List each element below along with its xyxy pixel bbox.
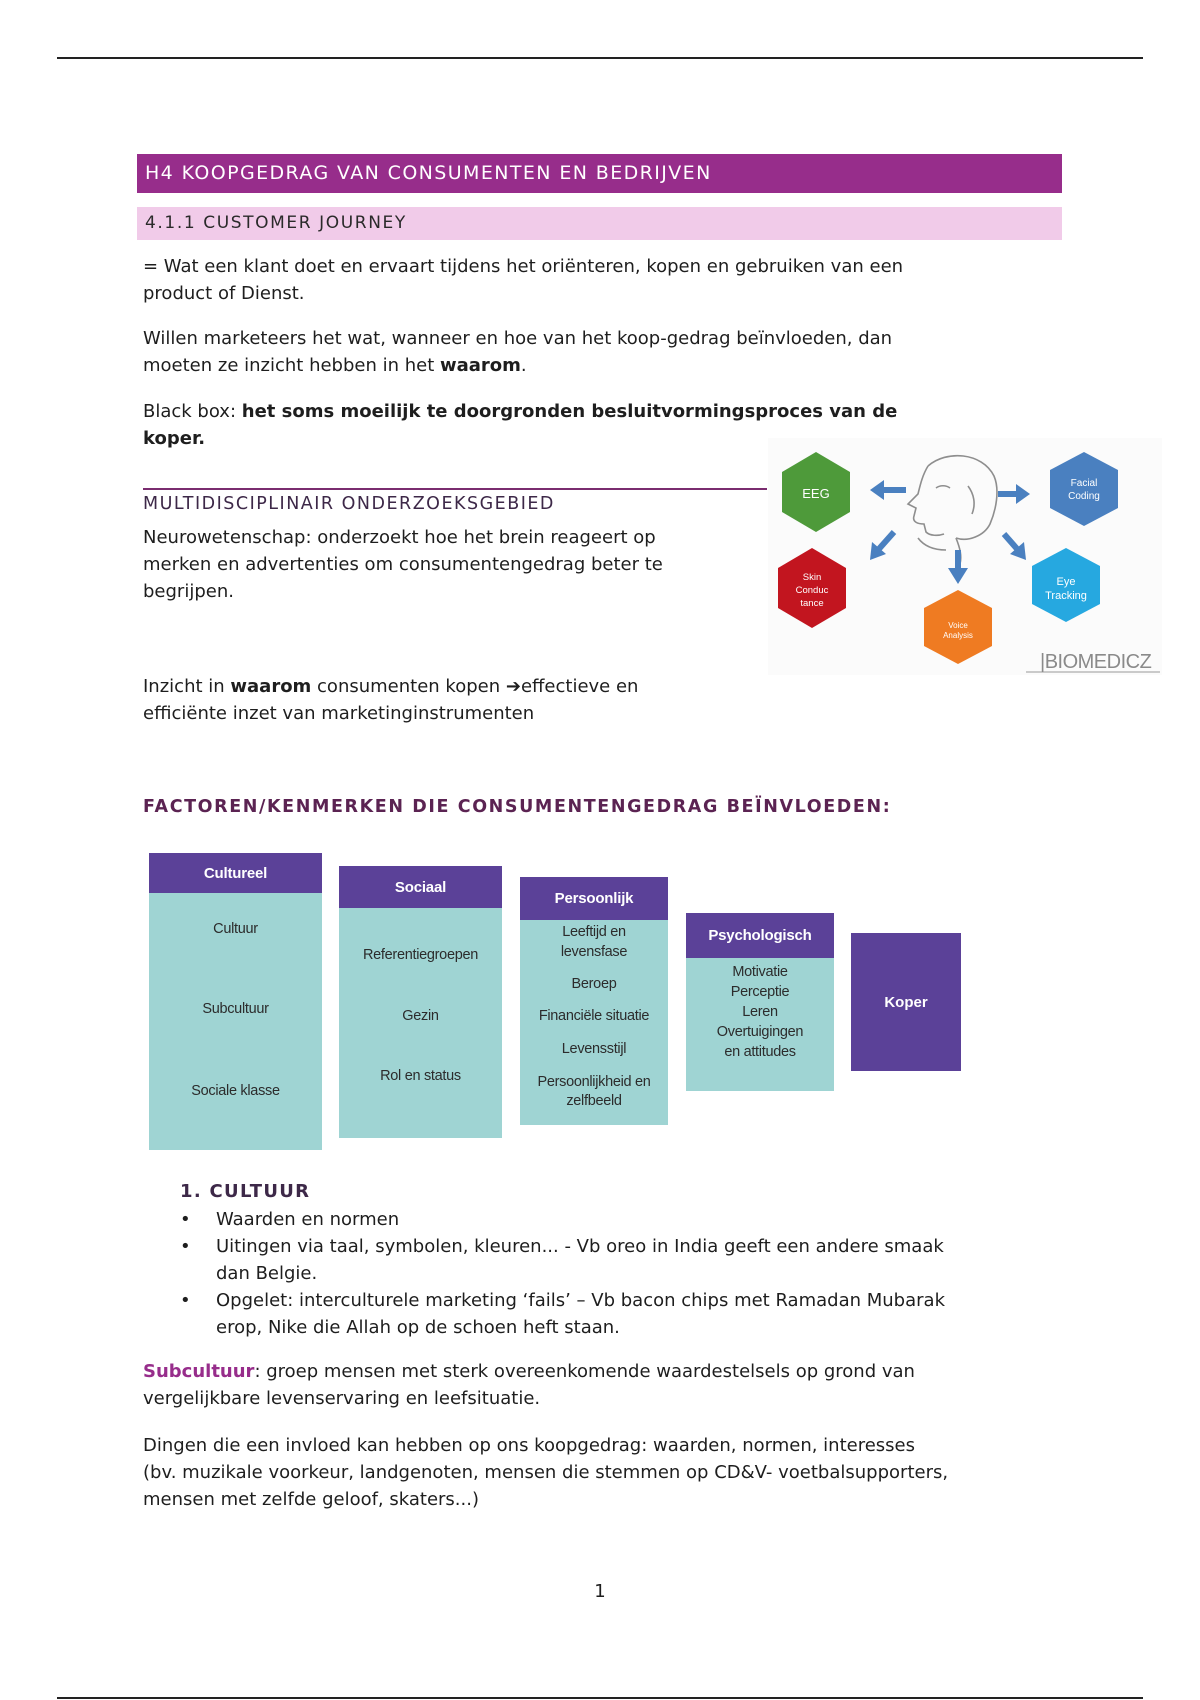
list-item bbox=[180, 1287, 1060, 1341]
blackbox-label: Black box: bbox=[143, 401, 242, 422]
inzicht-line-2: efficiënte inzet van marketinginstrumenten bbox=[143, 703, 535, 724]
subcultuur-line-2: vergelijkbare levenservaring en leefsituatie. bbox=[143, 1388, 541, 1409]
bullet-icon: • bbox=[180, 1209, 191, 1230]
dingen-line-1: Dingen die een invloed kan hebben op ons koopgedrag: waarden, normen, interesses bbox=[143, 1435, 915, 1456]
cultureel-header: Cultureel bbox=[149, 853, 322, 893]
neuro-paragraph bbox=[143, 524, 663, 605]
marketeers-line-2-end: . bbox=[520, 355, 527, 376]
chapter-title-banner bbox=[137, 154, 1062, 193]
persoonlijk-item: Financiële situatie bbox=[538, 1008, 650, 1024]
psychologisch-header: Psychologisch bbox=[686, 913, 834, 958]
psychologisch-item: Leren bbox=[742, 1004, 778, 1020]
neuromarketing-methods-figure bbox=[768, 438, 1162, 675]
biomedicz-watermark: |BIOMEDICZ bbox=[1040, 651, 1152, 673]
dingen-line-3: mensen met zelfde geloof, skaters...) bbox=[143, 1489, 479, 1510]
skin-label-3: tance bbox=[800, 598, 824, 609]
voice-label-1: Voice bbox=[948, 621, 968, 630]
persoonlijk-item: levensfase bbox=[560, 944, 628, 960]
persoonlijk-item: zelfbeeld bbox=[566, 1093, 622, 1109]
bullet-text: Waarden en normen bbox=[216, 1209, 400, 1230]
persoonlijk-item: Persoonlijkheid en bbox=[537, 1074, 651, 1090]
psychologisch-item: Overtuigingen bbox=[716, 1024, 804, 1040]
sociaal-item: Referentiegroepen bbox=[362, 947, 478, 963]
eye-tracking-label-1: Eye bbox=[1056, 576, 1076, 588]
definition-line-1: = Wat een klant doet en ervaart tijdens het oriënteren, kopen en gebruiken van een bbox=[143, 256, 904, 277]
persoonlijk-item: Beroep bbox=[571, 976, 617, 992]
eye-tracking-label-2: Tracking bbox=[1045, 590, 1087, 602]
bullet-text: erop, Nike die Allah op de schoen heft staan. bbox=[216, 1317, 620, 1338]
factoren-heading: FACTOREN/KENMERKEN DIE CONSUMENTENGEDRAG BEÏNVLOEDEN: bbox=[143, 797, 892, 817]
multidisciplinair-heading: MULTIDISCIPLINAIR ONDERZOEKSGEBIED bbox=[143, 494, 555, 514]
bullet-icon: • bbox=[180, 1290, 191, 1311]
dingen-line-2: (bv. muzikale voorkeur, landgenoten, mensen die stemmen op CD&V- voetbalsupporters, bbox=[143, 1462, 949, 1483]
skin-label-2: Conduc bbox=[795, 585, 829, 596]
bullet-text: dan Belgie. bbox=[216, 1263, 318, 1284]
psychologisch-item: en attitudes bbox=[724, 1044, 796, 1060]
psychologisch-item: Perceptie bbox=[730, 984, 790, 1000]
marketeers-line-1: Willen marketeers het wat, wanneer en hoe van het koop-gedrag beïnvloeden, dan bbox=[143, 328, 893, 349]
cultuur-heading: 1. CULTUUR bbox=[180, 1181, 311, 1202]
inzicht-waarom: waarom bbox=[230, 676, 312, 697]
subcultuur-term: Subcultuur bbox=[143, 1361, 255, 1382]
neuro-line-3: begrijpen. bbox=[143, 581, 234, 602]
voice-label-2: Analysis bbox=[943, 631, 973, 640]
facial-coding-label-2: Coding bbox=[1068, 491, 1100, 502]
sociaal-header: Sociaal bbox=[339, 866, 502, 908]
section-divider bbox=[143, 488, 767, 490]
definition-paragraph bbox=[143, 253, 903, 307]
blackbox-definition-2: koper. bbox=[143, 428, 206, 449]
cultureel-item: Subcultuur bbox=[202, 1001, 269, 1017]
section-title-banner bbox=[137, 207, 1062, 240]
sociaal-column bbox=[339, 866, 502, 1138]
bullet-text: Opgelet: interculturele marketing ‘fails’ – Vb bacon chips met Ramadan Mubarak bbox=[216, 1290, 945, 1311]
sociaal-item: Rol en status bbox=[380, 1068, 461, 1084]
header-rule bbox=[57, 57, 1143, 59]
footer-rule bbox=[57, 1697, 1143, 1699]
inzicht-line-1-end: effectieve en bbox=[520, 676, 639, 697]
persoonlijk-item: Leeftijd en bbox=[562, 924, 626, 940]
koper-label: Koper bbox=[884, 993, 928, 1011]
neuro-line-2: merken en advertenties om consumentengedrag beter te bbox=[143, 554, 663, 575]
koper-box bbox=[851, 933, 961, 1071]
sociaal-item: Gezin bbox=[402, 1008, 439, 1024]
bullet-icon: • bbox=[180, 1236, 191, 1257]
persoonlijk-header: Persoonlijk bbox=[520, 877, 668, 920]
right-arrow-icon: ➔ bbox=[505, 676, 521, 697]
list-item bbox=[180, 1233, 1060, 1287]
waarom-emphasis: waarom bbox=[440, 355, 521, 376]
cultuur-bullet-list bbox=[180, 1206, 1060, 1341]
chapter-title: H4 KOOPGEDRAG VAN CONSUMENTEN EN BEDRIJVEN bbox=[145, 162, 712, 184]
psychologisch-column bbox=[686, 913, 834, 1091]
cultureel-item: Sociale klasse bbox=[191, 1083, 280, 1099]
bullet-text: Uitingen via taal, symbolen, kleuren... - Vb oreo in India geeft een andere smaak bbox=[216, 1236, 944, 1257]
subcultuur-line-1: : groep mensen met sterk overeenkomende waardestelsels op grond van bbox=[254, 1361, 915, 1382]
page-number: 1 bbox=[594, 1581, 606, 1602]
facial-coding-label-1: Facial bbox=[1070, 478, 1098, 489]
dingen-paragraph bbox=[143, 1432, 948, 1513]
inzicht-start: Inzicht in bbox=[143, 676, 231, 697]
subcultuur-paragraph bbox=[143, 1358, 915, 1412]
cultureel-column bbox=[149, 853, 322, 1150]
definition-line-2: product of Dienst. bbox=[143, 283, 305, 304]
neuro-line-1: Neurowetenschap: onderzoekt hoe het brein reageert op bbox=[143, 527, 656, 548]
eeg-label: EEG bbox=[802, 486, 830, 501]
marketeers-paragraph bbox=[143, 325, 892, 379]
inzicht-paragraph bbox=[143, 673, 638, 727]
psychologisch-item: Motivatie bbox=[732, 964, 788, 980]
marketeers-line-2: moeten ze inzicht hebben in het bbox=[143, 355, 440, 376]
inzicht-middle: consumenten kopen bbox=[311, 676, 506, 697]
skin-label-1: Skin bbox=[802, 572, 822, 583]
persoonlijk-column bbox=[520, 877, 668, 1125]
persoonlijk-item: Levensstijl bbox=[561, 1041, 627, 1057]
list-item bbox=[180, 1206, 1060, 1233]
blackbox-definition-1: het soms moeilijk te doorgronden besluitvormingsproces van de bbox=[241, 401, 898, 422]
section-title: 4.1.1 CUSTOMER JOURNEY bbox=[145, 213, 407, 233]
cultureel-item: Cultuur bbox=[213, 921, 258, 937]
